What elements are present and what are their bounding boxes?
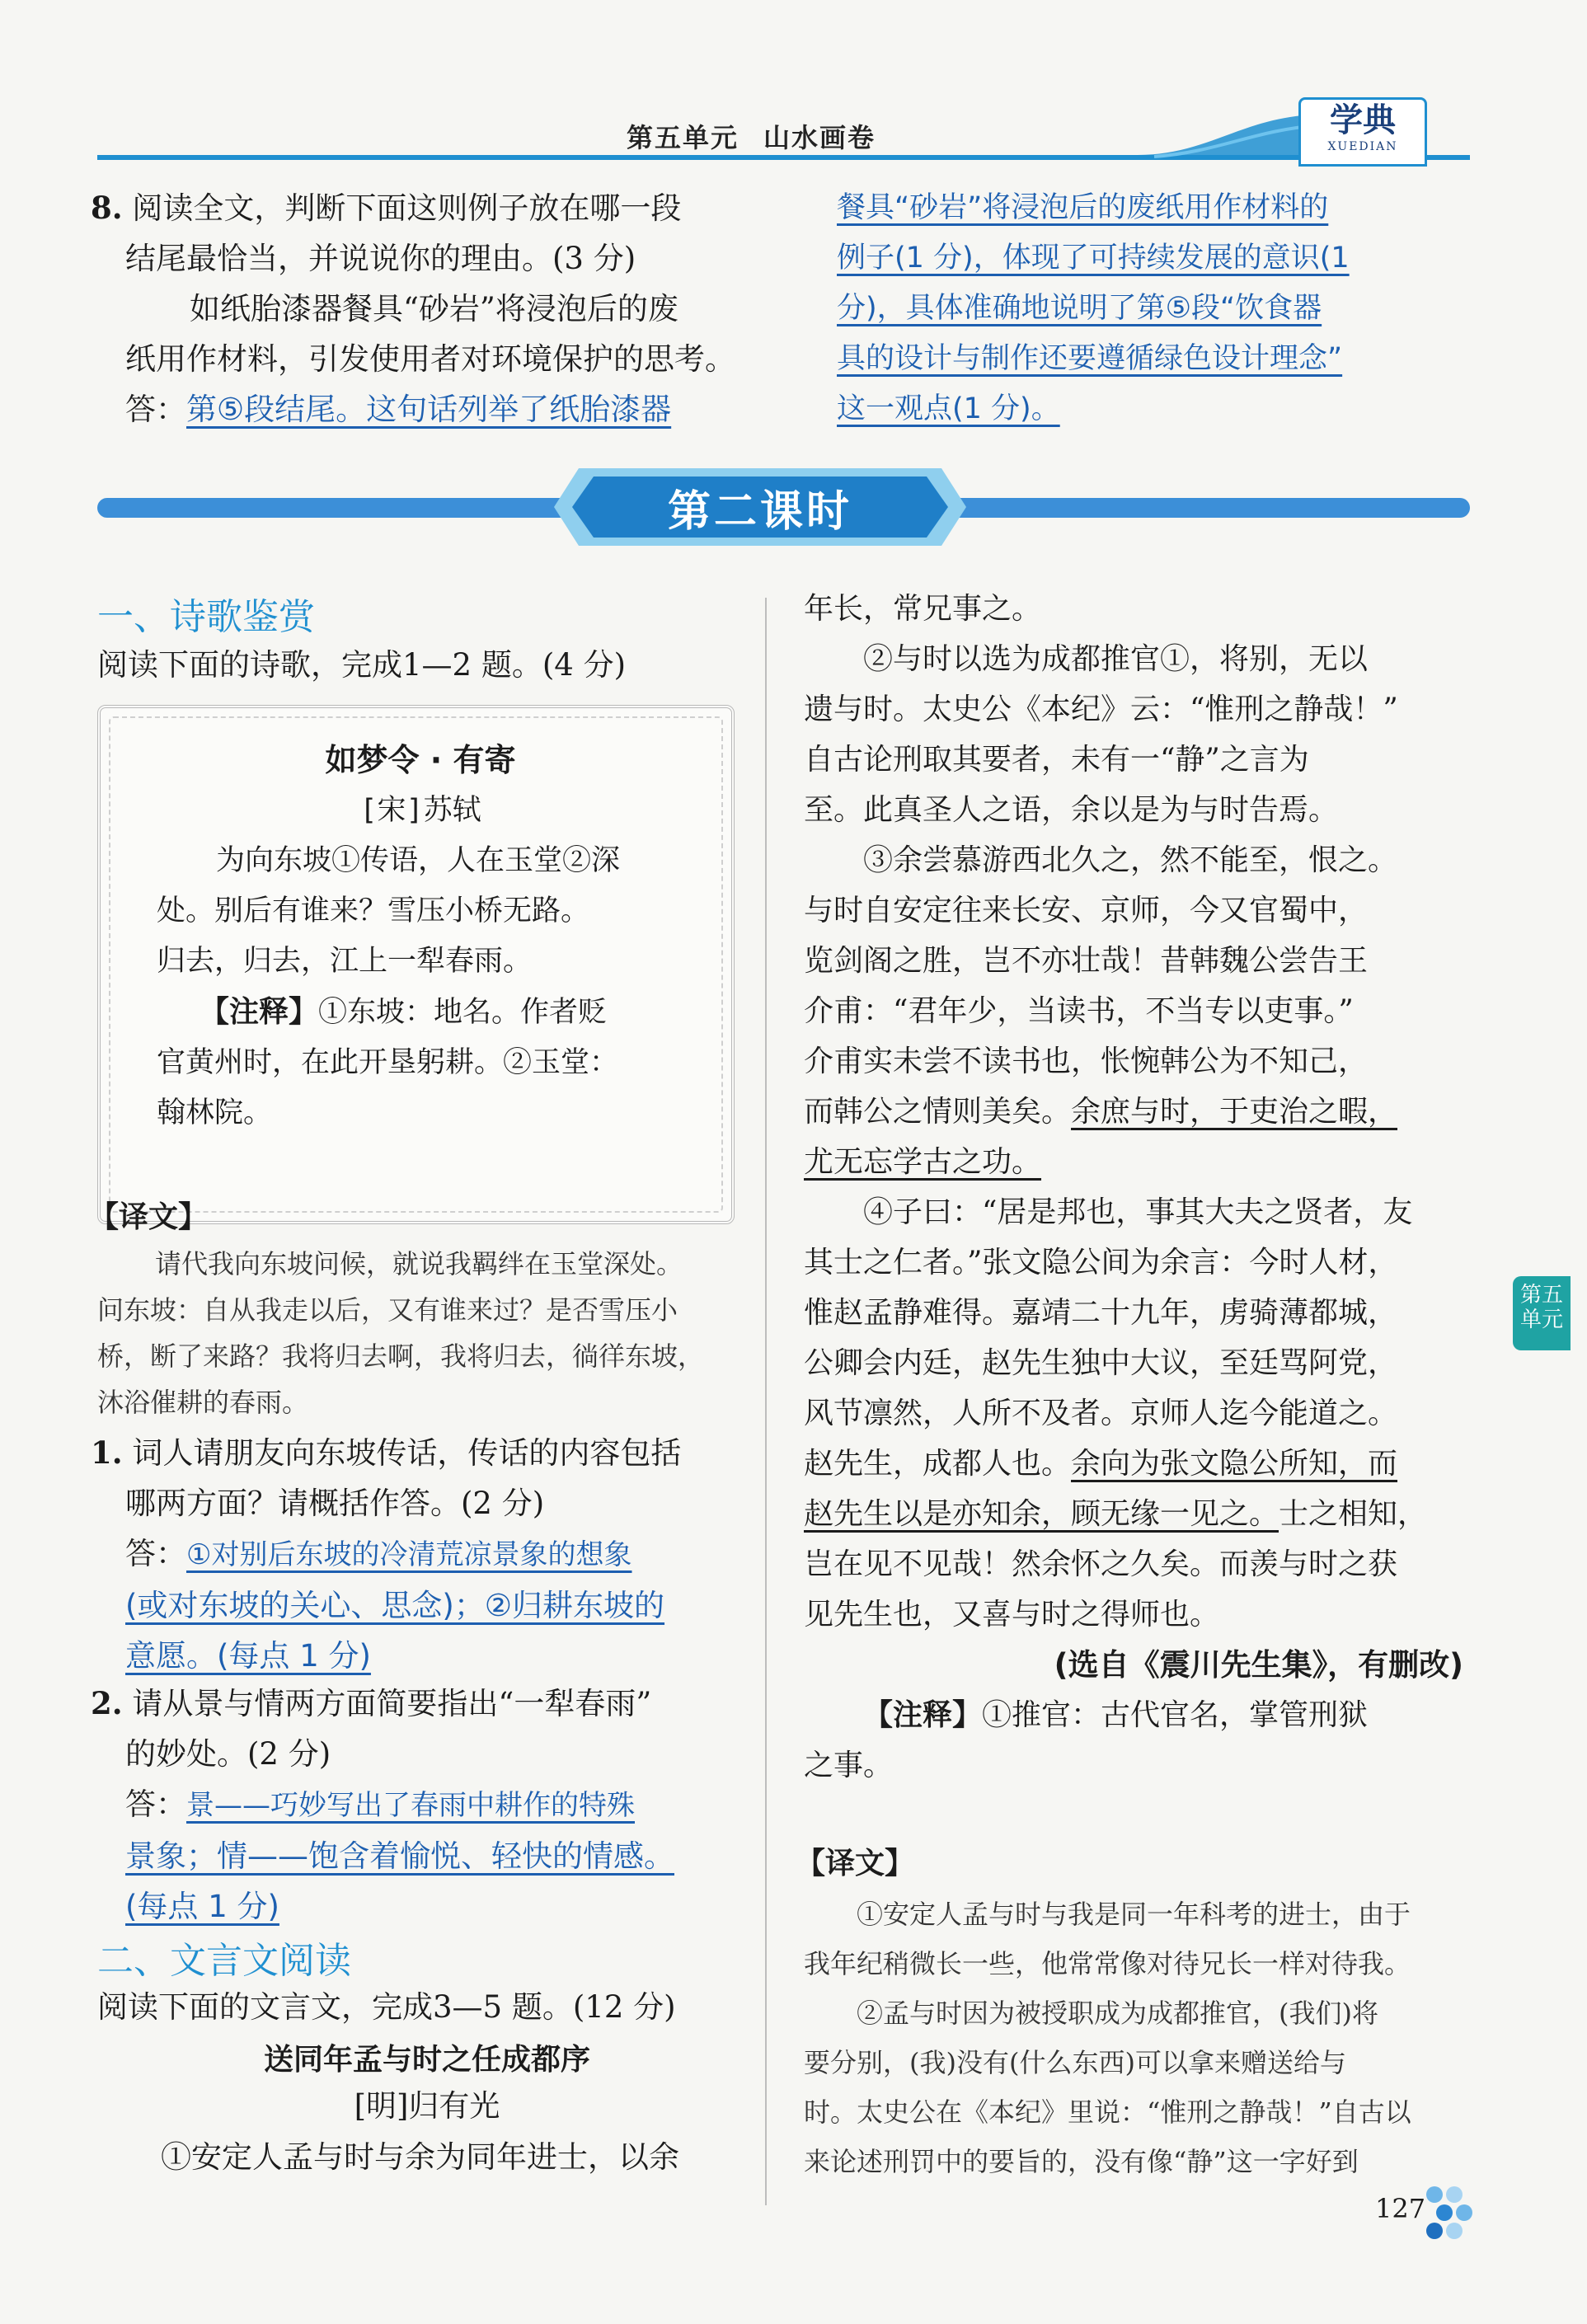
paragraph-line: ①安定人孟与时与余为同年进士，以余: [161, 2139, 679, 2175]
answer-label: 答：: [125, 1786, 186, 1822]
paragraph-line: 其士之仁者。”张文隐公间为余言：今时人材，: [804, 1246, 1398, 1279]
answer-text: 第⑤段结尾。这句话列举了纸胎漆器: [186, 392, 672, 427]
paragraph-line: 岂在见不见哉！然余怀之久矣。而羡与时之获: [804, 1547, 1398, 1581]
answer-text: 分)，具体准确地说明了第⑤段“饮食器: [837, 292, 1322, 325]
xuedian-logo: [1298, 97, 1427, 167]
note-text: 之事。: [804, 1749, 894, 1782]
translation-text: [97, 1241, 757, 1425]
translation-label: 【译文】: [89, 1200, 209, 1234]
answer-label: 答：: [125, 392, 186, 427]
paragraph-line: ④子曰：“居是邦也，事其大夫之贤者，友: [863, 1195, 1413, 1229]
translation-line: 沐浴催耕的春雨。: [97, 1387, 309, 1418]
paragraph-line: ②与时以选为成都推官①，将别，无以: [863, 642, 1369, 676]
note-text: 官黄州时，在此开垦躬耕。②玉堂：: [157, 1046, 619, 1079]
paragraph-line: 年长，常兄事之。: [804, 592, 1042, 626]
answer-text: 意愿。(每点 1 分): [125, 1638, 371, 1674]
paragraph-line: 介甫：“君年少，当读书，不当专以吏事。”: [804, 994, 1354, 1028]
logo-english: XUEDIAN: [1327, 140, 1398, 153]
underlined-text: 余向为张文隐公所知，而: [1071, 1447, 1398, 1481]
translation-line: 来论述刑罚中的要旨的，没有像“静”这一字好到: [804, 2146, 1359, 2177]
text-title: 送同年孟与时之任成都序: [263, 2043, 590, 2077]
answer-text: 这一观点(1 分)。: [837, 392, 1060, 425]
translation-line: 问东坡：自从我走以后，又有谁来过？是否雪压小: [97, 1294, 678, 1326]
question-text: 的妙处。(2 分): [125, 1736, 331, 1772]
section-instruction: 阅读下面的文言文，完成3—5 题。(12 分): [97, 1989, 676, 2025]
underlined-text: 余庶与时，于吏治之暇，: [1071, 1095, 1398, 1129]
unit-label: 第五单元: [627, 122, 740, 153]
classical-text: [804, 584, 1463, 1791]
translation-line: 时。太史公在《本纪》里说：“惟刑之静哉！”自古以: [804, 2096, 1411, 2128]
note-text: ①东坡：地名。作者贬: [318, 996, 608, 1029]
poem-author: [宋]苏轼: [359, 794, 481, 827]
note-label: 【注释】: [863, 1698, 983, 1732]
paragraph-text: 士之相知，: [1279, 1497, 1428, 1531]
question-1: [91, 1428, 758, 1681]
question-2: [91, 1678, 758, 1932]
translation-line: 请代我向东坡问候，就说我羁绊在玉堂深处。: [155, 1248, 683, 1279]
answer-text: 例子(1 分)，体现了可持续发展的意识(1: [837, 242, 1350, 275]
section-heading-poetry: 一、诗歌鉴赏: [97, 596, 315, 638]
paragraph-text: 而韩公之情则美矣。: [804, 1095, 1072, 1129]
question-number: 1.: [91, 1434, 123, 1471]
question-text: 结尾最恰当，并说说你的理由。(3 分): [125, 241, 636, 276]
question-number: 8.: [91, 190, 123, 226]
note-label: 【注释】: [200, 995, 319, 1029]
source-citation: (选自《震川先生集》，有删改): [1054, 1647, 1463, 1683]
side-tab-text: 单元: [1519, 1308, 1563, 1332]
paragraph-line: 至。此真圣人之语，余以是为与时告焉。: [804, 793, 1339, 827]
text-author: [明]归有光: [354, 2088, 500, 2124]
example-text: 如纸胎漆器餐具“砂岩”将浸泡后的废: [190, 291, 678, 326]
answer-text: 景——巧妙写出了春雨中耕作的特殊: [186, 1789, 635, 1822]
page-number: 127: [1375, 2193, 1426, 2224]
lesson-title: 第二课时: [667, 487, 852, 537]
translation-label: 【译文】: [796, 1847, 915, 1880]
paragraph-line: 览剑阁之胜，岂不亦壮哉！昔韩魏公尝告王: [804, 944, 1369, 978]
translation-line: 要分别，(我)没有(什么东西)可以拿来赠送给与: [804, 2047, 1346, 2078]
answer-text: ①对别后东坡的冷清荒凉景象的想象: [186, 1538, 632, 1571]
paragraph-line: ③余尝慕游西北久之，然不能至，恨之。: [863, 843, 1398, 877]
note-text: 翰林院。: [157, 1096, 273, 1129]
translation-text: [804, 1890, 1463, 2186]
hexagon-dots-decoration: [1416, 2183, 1491, 2249]
question-text: 请从景与情两方面简要指出“一犁春雨”: [132, 1686, 652, 1721]
section-instruction: 阅读下面的诗歌，完成1—2 题。(4 分): [97, 647, 627, 683]
note-text: ①推官：古代官名，掌管刑狱: [982, 1698, 1369, 1732]
section-heading-classical: 二、文言文阅读: [97, 1940, 351, 1982]
poem-line: 归去，归去，江上一犁春雨。: [157, 945, 533, 978]
answer-text: 具的设计与制作还要遵循绿色设计理念”: [837, 342, 1343, 375]
paragraph-line: 公卿会内廷，赵先生独中大议，至廷骂阿党，: [804, 1346, 1398, 1380]
column-divider: [765, 598, 767, 2205]
poem-line: 为向东坡①传语，人在玉堂②深: [216, 844, 621, 877]
question-text: 哪两方面？请概括作答。(2 分): [125, 1486, 545, 1521]
answer-label: 答：: [125, 1536, 186, 1571]
question-text: 词人请朋友向东坡传话，传话的内容包括: [132, 1435, 682, 1471]
paragraph-line: 介甫实未尝不读书也，怅惋韩公为不知己，: [804, 1045, 1369, 1078]
underlined-text: 赵先生以是亦知余，顾无缘一见之。: [804, 1497, 1279, 1531]
paragraph-line: 与时自安定往来长安、京师，今又官蜀中，: [804, 894, 1369, 927]
poem-title: 如梦令 · 有寄: [325, 742, 516, 778]
answer-text: 景象；情——饱含着愉悦、轻快的情感。: [125, 1838, 674, 1874]
paragraph-text: 赵先生，成都人也。: [804, 1447, 1072, 1481]
question-number: 2.: [91, 1685, 123, 1721]
paragraph-line: 遗与时。太史公《本纪》云：“惟刑之静哉！”: [804, 693, 1398, 726]
logo-chinese: 学典: [1330, 101, 1396, 139]
paragraph-line: 风节凛然，人所不及者。京师人迄今能道之。: [804, 1397, 1398, 1430]
paragraph-line: 惟赵孟静难得。嘉靖二十九年，虏骑薄都城，: [804, 1296, 1398, 1330]
question-8: [91, 183, 750, 434]
unit-side-tab: [1513, 1276, 1571, 1350]
theme-label: 山水画卷: [763, 122, 876, 153]
question-text: 阅读全文，判断下面这则例子放在哪一段: [132, 190, 682, 226]
poem: [157, 735, 684, 1139]
answer-text: 餐具“砂岩”将浸泡后的废纸用作材料的: [837, 191, 1329, 224]
translation-line: 我年纪稍微长一些，他常常像对待兄长一样对待我。: [804, 1948, 1411, 1979]
running-header: [627, 117, 900, 155]
example-text: 纸用作材料，引发使用者对环境保护的思考。: [125, 341, 735, 377]
answer-text: (或对东坡的关心、思念)；②归耕东坡的: [125, 1588, 665, 1623]
translation-line: ②孟与时因为被授职成为成都推官，(我们)将: [857, 1998, 1378, 2029]
paragraph-line: 见先生也，又喜与时之得师也。: [804, 1598, 1220, 1631]
paragraph-line: 自古论刑取其要者，未有一“静”之言为: [804, 743, 1309, 777]
translation-line: ①安定人孟与时与我是同一年科考的进士，由于: [857, 1899, 1411, 1930]
side-tab-text: 第五: [1519, 1283, 1563, 1308]
answer-text: (每点 1 分): [125, 1889, 279, 1924]
question-8-answer-continued: [837, 183, 1480, 434]
translation-line: 桥，断了来路？我将归去啊，我将归去，徜徉东坡，: [97, 1340, 705, 1372]
poem-line: 处。别后有谁来？雪压小桥无路。: [157, 894, 590, 927]
underlined-text: 尤无忘学古之功。: [804, 1145, 1042, 1179]
